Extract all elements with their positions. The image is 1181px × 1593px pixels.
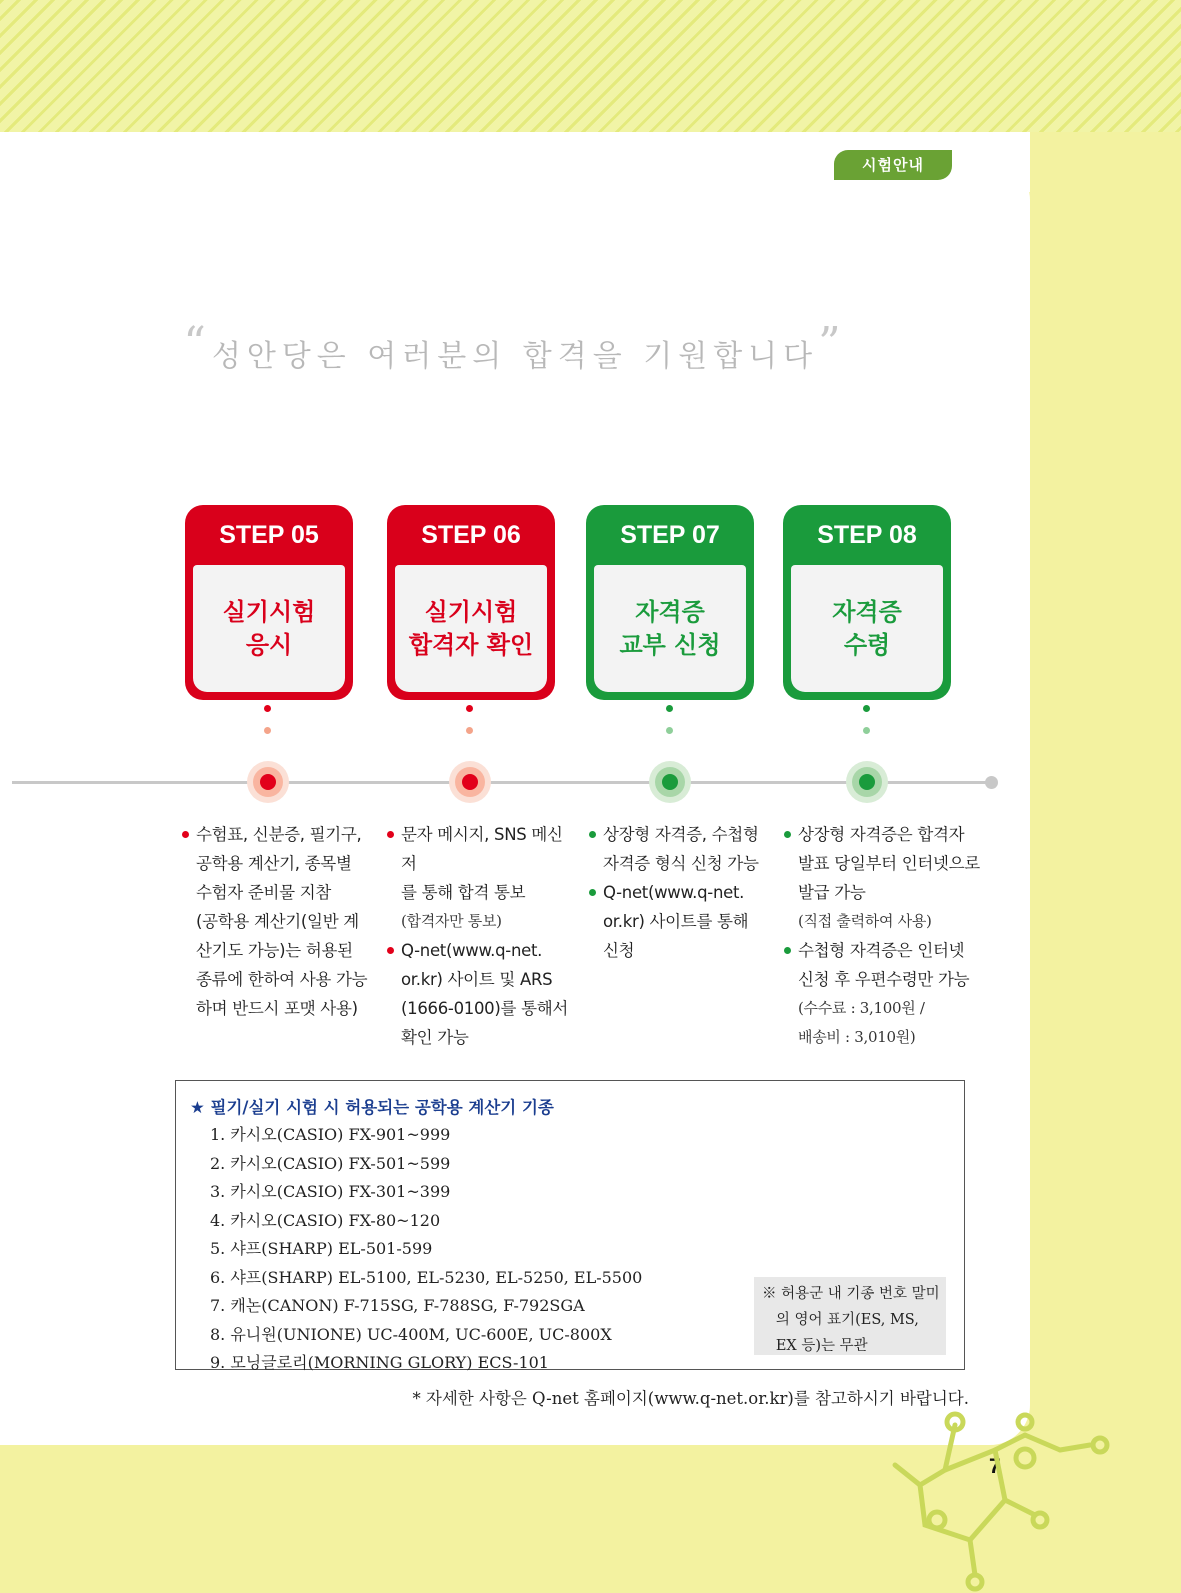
- description-line: 하며 반드시 포맷 사용): [196, 999, 358, 1018]
- slogan-text: 성안당은 여러분의 합격을 기원합니다: [211, 339, 819, 374]
- description-line: 를 통해 합격 통보: [401, 883, 526, 902]
- description-line: 상장형 자격증은 합격자: [798, 825, 965, 844]
- step-05-card: [185, 505, 353, 700]
- step-08-description: [784, 820, 984, 1052]
- connector-dot: [863, 705, 870, 712]
- description-line: or.kr) 사이트를 통해: [603, 912, 749, 931]
- step-07-description: [589, 820, 779, 965]
- description-line: 문자 메시지, SNS 메신저: [401, 825, 563, 873]
- timeline-node-step-07: [649, 761, 691, 803]
- description-item: [387, 820, 577, 936]
- list-item: 3. 카시오(CASIO) FX-301~399: [210, 1182, 451, 1201]
- step-title-line: 자격증: [635, 597, 705, 626]
- description-line: (수수료 : 3,100원 /: [798, 999, 925, 1017]
- description-item: [784, 820, 984, 936]
- slogan: [0, 318, 1030, 375]
- page-number: 7: [989, 1455, 1001, 1478]
- timeline-node-step-06: [449, 761, 491, 803]
- list-item: 6. 샤프(SHARP) EL-5100, EL-5230, EL-5250, EL-5500: [210, 1267, 643, 1287]
- connector-dot: [264, 705, 271, 712]
- connector-dot: [264, 727, 271, 734]
- connector-dot: [466, 727, 473, 734]
- description-item: [784, 936, 984, 1052]
- step-title-line: 응시: [245, 630, 293, 659]
- description-item: [387, 936, 577, 1052]
- description-item: [589, 878, 779, 965]
- calculator-info-box: [175, 1080, 965, 1370]
- list-item: 4. 카시오(CASIO) FX-80~120: [210, 1210, 441, 1230]
- step-title-line: 실기시험: [222, 597, 316, 626]
- description-item: [182, 820, 372, 1023]
- step-06-card: [387, 505, 555, 700]
- step-title-line: 수령: [843, 630, 891, 659]
- description-line: 자격증 형식 신청 가능: [603, 854, 759, 873]
- timeline-line: [12, 781, 992, 784]
- connector-dot: [666, 727, 673, 734]
- list-item: 2. 카시오(CASIO) FX-501~599: [210, 1153, 451, 1173]
- description-line: 수험자 준비물 지참: [196, 883, 332, 902]
- connector-dot: [666, 705, 673, 712]
- step-title-line: 실기시험: [424, 597, 518, 626]
- connector-dot: [863, 727, 870, 734]
- footnote: * 자세한 사항은 Q-net 홈페이지(www.q-net.or.kr)를 참고하시기 바랍니다.: [412, 1389, 969, 1408]
- description-line: 상장형 자격증, 수첩형: [603, 825, 759, 844]
- header-pattern-band: [0, 0, 1181, 132]
- step-title: [594, 565, 746, 692]
- description-line: 신청 후 우편수령만 가능: [798, 970, 970, 989]
- step-title: [395, 565, 547, 692]
- close-quote: ”: [818, 318, 847, 369]
- step-label: STEP 08: [817, 521, 917, 549]
- description-line: 배송비 : 3,010원): [798, 1028, 916, 1046]
- description-line: Q-net(www.q-net.: [401, 941, 543, 960]
- list-item: 1. 카시오(CASIO) FX-901~999: [210, 1125, 451, 1144]
- description-line: (공학용 계산기(일반 계: [196, 912, 359, 931]
- description-line: 발표 당일부터 인터넷으로: [798, 854, 980, 873]
- connector-dot: [466, 705, 473, 712]
- note-line: ※ 허용군 내 기종 번호 말미: [762, 1286, 940, 1302]
- list-item: 5. 샤프(SHARP) EL-501-599: [210, 1239, 433, 1258]
- step-label: STEP 06: [421, 521, 521, 549]
- description-line: (합격자만 통보): [401, 912, 502, 930]
- description-line: 확인 가능: [401, 1028, 469, 1047]
- description-line: 발급 가능: [798, 883, 866, 902]
- description-line: 공학용 계산기, 종목별: [196, 854, 352, 873]
- description-line: 수험표, 신분증, 필기구,: [196, 825, 362, 844]
- step-title: [791, 565, 943, 692]
- description-line: (직접 출력하여 사용): [798, 912, 932, 930]
- timeline-node-step-08: [846, 761, 888, 803]
- timeline-end-dot: [985, 776, 998, 789]
- description-line: 수첩형 자격증은 인터넷: [798, 941, 965, 960]
- calculator-note: [754, 1277, 946, 1355]
- list-item: 7. 캐논(CANON) F-715SG, F-788SG, F-792SGA: [210, 1296, 585, 1315]
- step-title-line: 자격증: [832, 597, 902, 626]
- list-item: 8. 유니원(UNIONE) UC-400M, UC-600E, UC-800X: [210, 1324, 612, 1344]
- step-06-description: [387, 820, 577, 1052]
- step-08-card: [783, 505, 951, 700]
- step-label: STEP 05: [219, 521, 319, 549]
- timeline-node-step-05: [247, 761, 289, 803]
- open-quote: “: [183, 318, 212, 369]
- step-07-card: [586, 505, 754, 700]
- description-line: 산기도 가능)는 허용된: [196, 941, 353, 960]
- molecule-icon: [885, 1410, 1125, 1593]
- description-line: Q-net(www.q-net.: [603, 883, 745, 902]
- description-line: or.kr) 사이트 및 ARS: [401, 970, 553, 989]
- description-item: [589, 820, 779, 878]
- step-title-line: 교부 신청: [619, 630, 721, 659]
- description-line: (1666-0100)를 통해서: [401, 999, 569, 1018]
- calculator-title: ★ 필기/실기 시험 시 허용되는 공학용 계산기 기종: [190, 1098, 554, 1117]
- note-line: 의 영어 표기(ES, MS,: [762, 1312, 919, 1328]
- calculator-list: [210, 1121, 642, 1378]
- step-title: [193, 565, 345, 692]
- step-title-line: 합격자 확인: [408, 630, 534, 659]
- note-line: EX 등)는 무관: [762, 1338, 868, 1354]
- step-05-description: [182, 820, 372, 1023]
- description-line: 신청: [603, 941, 635, 960]
- step-label: STEP 07: [620, 521, 720, 549]
- description-line: 종류에 한하여 사용 가능: [196, 970, 368, 989]
- list-item: 9. 모닝글로리(MORNING GLORY) ECS-101: [210, 1353, 549, 1372]
- section-tab: 시험안내: [834, 150, 952, 180]
